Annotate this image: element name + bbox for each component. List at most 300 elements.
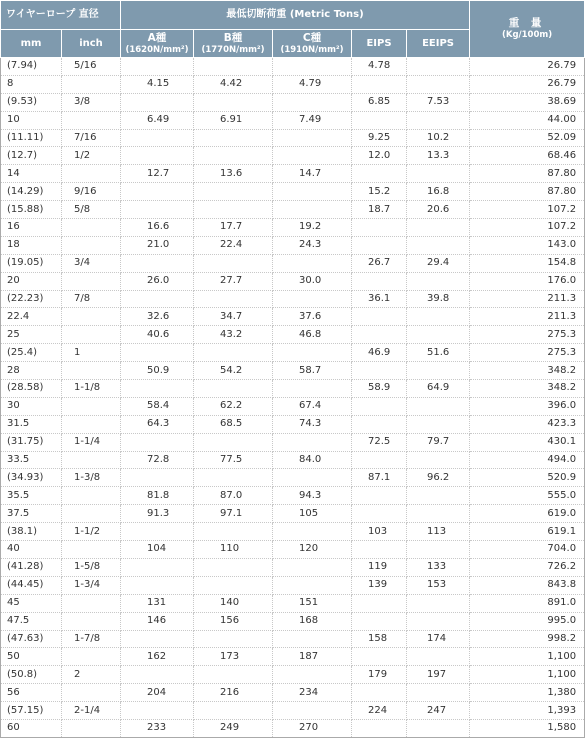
cell-a bbox=[121, 183, 194, 201]
cell-eips bbox=[352, 326, 407, 344]
cell-weight: 211.3 bbox=[470, 308, 585, 326]
cell-mm: (31.75) bbox=[1, 433, 62, 451]
cell-b bbox=[194, 290, 273, 308]
cell-a: 162 bbox=[121, 648, 194, 666]
table-row bbox=[1, 433, 585, 451]
cell-c: 58.7 bbox=[273, 362, 352, 380]
cell-eips: 46.9 bbox=[352, 344, 407, 362]
table-row bbox=[1, 630, 585, 648]
cell-eeips bbox=[407, 362, 470, 380]
cell-mm: (22.23) bbox=[1, 290, 62, 308]
cell-c bbox=[273, 254, 352, 272]
cell-a: 21.0 bbox=[121, 236, 194, 254]
cell-inch bbox=[62, 397, 121, 415]
cell-a: 16.6 bbox=[121, 219, 194, 237]
cell-eips: 6.85 bbox=[352, 93, 407, 111]
cell-b bbox=[194, 93, 273, 111]
cell-a bbox=[121, 523, 194, 541]
cell-b bbox=[194, 129, 273, 147]
cell-a: 32.6 bbox=[121, 308, 194, 326]
cell-c: 84.0 bbox=[273, 451, 352, 469]
cell-inch bbox=[62, 326, 121, 344]
cell-inch bbox=[62, 648, 121, 666]
cell-eips bbox=[352, 165, 407, 183]
cell-mm: 56 bbox=[1, 684, 62, 702]
cell-eeips: 39.8 bbox=[407, 290, 470, 308]
cell-mm: 31.5 bbox=[1, 415, 62, 433]
cell-weight: 1,580 bbox=[470, 719, 585, 737]
cell-c bbox=[273, 290, 352, 308]
cell-inch bbox=[62, 362, 121, 380]
cell-a bbox=[121, 630, 194, 648]
cell-weight: 891.0 bbox=[470, 594, 585, 612]
cell-c: 24.3 bbox=[273, 236, 352, 254]
cell-b bbox=[194, 183, 273, 201]
cell-c: 7.49 bbox=[273, 111, 352, 129]
col-c-strength: (1910N/mm²) bbox=[280, 44, 344, 55]
cell-eeips bbox=[407, 684, 470, 702]
cell-weight: 26.79 bbox=[470, 75, 585, 93]
table-row bbox=[1, 362, 585, 380]
cell-weight: 154.8 bbox=[470, 254, 585, 272]
cell-weight: 726.2 bbox=[470, 558, 585, 576]
cell-eips: 72.5 bbox=[352, 433, 407, 451]
cell-mm: (28.58) bbox=[1, 380, 62, 398]
cell-weight: 423.3 bbox=[470, 415, 585, 433]
col-c-header bbox=[273, 30, 352, 58]
table-row bbox=[1, 612, 585, 630]
cell-eeips bbox=[407, 111, 470, 129]
cell-a: 131 bbox=[121, 594, 194, 612]
cell-a bbox=[121, 344, 194, 362]
table-row bbox=[1, 415, 585, 433]
cell-c bbox=[273, 558, 352, 576]
table-row bbox=[1, 290, 585, 308]
breaking-load-header: 最低切断荷重 (Metric Tons) bbox=[121, 1, 470, 30]
cell-inch bbox=[62, 415, 121, 433]
cell-mm: 50 bbox=[1, 648, 62, 666]
table-row bbox=[1, 397, 585, 415]
cell-eeips bbox=[407, 505, 470, 523]
cell-weight: 619.0 bbox=[470, 505, 585, 523]
cell-b: 13.6 bbox=[194, 165, 273, 183]
cell-c: 234 bbox=[273, 684, 352, 702]
cell-eeips: 20.6 bbox=[407, 201, 470, 219]
col-inch-header: inch bbox=[62, 30, 121, 58]
cell-c: 168 bbox=[273, 612, 352, 630]
cell-eeips: 13.3 bbox=[407, 147, 470, 165]
cell-b: 156 bbox=[194, 612, 273, 630]
cell-mm: (12.7) bbox=[1, 147, 62, 165]
cell-mm: 35.5 bbox=[1, 487, 62, 505]
cell-eeips bbox=[407, 487, 470, 505]
cell-eeips bbox=[407, 594, 470, 612]
cell-mm: (25.4) bbox=[1, 344, 62, 362]
cell-inch: 1-3/4 bbox=[62, 576, 121, 594]
cell-b: 216 bbox=[194, 684, 273, 702]
cell-mm: 14 bbox=[1, 165, 62, 183]
cell-a: 81.8 bbox=[121, 487, 194, 505]
cell-c bbox=[273, 380, 352, 398]
cell-a bbox=[121, 576, 194, 594]
cell-a: 204 bbox=[121, 684, 194, 702]
col-a-header bbox=[121, 30, 194, 58]
cell-b: 4.42 bbox=[194, 75, 273, 93]
cell-inch: 1-1/8 bbox=[62, 380, 121, 398]
cell-b bbox=[194, 702, 273, 720]
cell-weight: 348.2 bbox=[470, 380, 585, 398]
cell-mm: 18 bbox=[1, 236, 62, 254]
cell-eeips: 64.9 bbox=[407, 380, 470, 398]
cell-mm: (19.05) bbox=[1, 254, 62, 272]
cell-inch bbox=[62, 219, 121, 237]
cell-eeips: 174 bbox=[407, 630, 470, 648]
cell-weight: 176.0 bbox=[470, 272, 585, 290]
cell-c: 14.7 bbox=[273, 165, 352, 183]
cell-eips bbox=[352, 111, 407, 129]
cell-weight: 87.80 bbox=[470, 165, 585, 183]
cell-weight: 107.2 bbox=[470, 201, 585, 219]
weight-header bbox=[470, 1, 585, 58]
table-row bbox=[1, 129, 585, 147]
cell-weight: 430.1 bbox=[470, 433, 585, 451]
table-row bbox=[1, 469, 585, 487]
cell-a bbox=[121, 469, 194, 487]
cell-mm: (57.15) bbox=[1, 702, 62, 720]
col-b-label: B種 bbox=[223, 31, 243, 44]
cell-c: 37.6 bbox=[273, 308, 352, 326]
cell-c bbox=[273, 201, 352, 219]
cell-c: 46.8 bbox=[273, 326, 352, 344]
cell-inch: 3/4 bbox=[62, 254, 121, 272]
cell-c: 151 bbox=[273, 594, 352, 612]
table-row bbox=[1, 111, 585, 129]
cell-weight: 87.80 bbox=[470, 183, 585, 201]
cell-b bbox=[194, 630, 273, 648]
cell-eips bbox=[352, 505, 407, 523]
cell-weight: 998.2 bbox=[470, 630, 585, 648]
cell-mm: 33.5 bbox=[1, 451, 62, 469]
cell-a: 58.4 bbox=[121, 397, 194, 415]
cell-a: 146 bbox=[121, 612, 194, 630]
cell-mm: 40 bbox=[1, 541, 62, 559]
cell-inch: 1-1/2 bbox=[62, 523, 121, 541]
table-row bbox=[1, 308, 585, 326]
cell-weight: 1,393 bbox=[470, 702, 585, 720]
cell-inch: 3/8 bbox=[62, 93, 121, 111]
cell-weight: 619.1 bbox=[470, 523, 585, 541]
cell-weight: 843.8 bbox=[470, 576, 585, 594]
cell-c bbox=[273, 433, 352, 451]
cell-eips: 9.25 bbox=[352, 129, 407, 147]
col-eips-header: EIPS bbox=[352, 30, 407, 58]
cell-weight: 1,380 bbox=[470, 684, 585, 702]
cell-eeips: 51.6 bbox=[407, 344, 470, 362]
cell-mm: 8 bbox=[1, 75, 62, 93]
table-row bbox=[1, 236, 585, 254]
cell-eeips bbox=[407, 326, 470, 344]
cell-inch bbox=[62, 308, 121, 326]
cell-eeips: 197 bbox=[407, 666, 470, 684]
cell-c: 30.0 bbox=[273, 272, 352, 290]
cell-b bbox=[194, 201, 273, 219]
cell-c bbox=[273, 666, 352, 684]
cell-b: 68.5 bbox=[194, 415, 273, 433]
cell-eips bbox=[352, 362, 407, 380]
cell-mm: 22.4 bbox=[1, 308, 62, 326]
cell-inch: 5/16 bbox=[62, 58, 121, 76]
cell-weight: 555.0 bbox=[470, 487, 585, 505]
cell-c bbox=[273, 702, 352, 720]
cell-b: 17.7 bbox=[194, 219, 273, 237]
rope-diameter-header: ワイヤーロープ 直径 bbox=[1, 1, 121, 30]
cell-eips bbox=[352, 648, 407, 666]
cell-inch: 1 bbox=[62, 344, 121, 362]
cell-a: 40.6 bbox=[121, 326, 194, 344]
cell-eips bbox=[352, 308, 407, 326]
table-row bbox=[1, 648, 585, 666]
cell-eeips bbox=[407, 75, 470, 93]
cell-eeips: 113 bbox=[407, 523, 470, 541]
cell-b bbox=[194, 147, 273, 165]
cell-eeips: 29.4 bbox=[407, 254, 470, 272]
cell-inch: 1-3/8 bbox=[62, 469, 121, 487]
cell-inch: 2 bbox=[62, 666, 121, 684]
cell-a bbox=[121, 702, 194, 720]
cell-weight: 68.46 bbox=[470, 147, 585, 165]
cell-eeips: 133 bbox=[407, 558, 470, 576]
cell-eeips: 153 bbox=[407, 576, 470, 594]
cell-b bbox=[194, 344, 273, 362]
cell-inch: 1-1/4 bbox=[62, 433, 121, 451]
table-row bbox=[1, 75, 585, 93]
table-row bbox=[1, 219, 585, 237]
table-row bbox=[1, 558, 585, 576]
col-b-header bbox=[194, 30, 273, 58]
cell-eeips: 7.53 bbox=[407, 93, 470, 111]
cell-eeips: 79.7 bbox=[407, 433, 470, 451]
cell-weight: 494.0 bbox=[470, 451, 585, 469]
cell-inch bbox=[62, 75, 121, 93]
col-eeips-header: EEIPS bbox=[407, 30, 470, 58]
cell-a: 104 bbox=[121, 541, 194, 559]
cell-mm: 16 bbox=[1, 219, 62, 237]
cell-b: 54.2 bbox=[194, 362, 273, 380]
col-mm-header: mm bbox=[1, 30, 62, 58]
cell-weight: 995.0 bbox=[470, 612, 585, 630]
cell-eeips bbox=[407, 397, 470, 415]
cell-a: 233 bbox=[121, 719, 194, 737]
cell-c bbox=[273, 147, 352, 165]
cell-inch: 1/2 bbox=[62, 147, 121, 165]
cell-eips: 15.2 bbox=[352, 183, 407, 201]
cell-weight: 52.09 bbox=[470, 129, 585, 147]
table-row bbox=[1, 254, 585, 272]
cell-b bbox=[194, 558, 273, 576]
cell-mm: 25 bbox=[1, 326, 62, 344]
cell-b: 173 bbox=[194, 648, 273, 666]
cell-inch bbox=[62, 111, 121, 129]
col-a-label: A種 bbox=[147, 31, 167, 44]
cell-eips bbox=[352, 219, 407, 237]
cell-b: 22.4 bbox=[194, 236, 273, 254]
cell-mm: (41.28) bbox=[1, 558, 62, 576]
cell-a: 64.3 bbox=[121, 415, 194, 433]
cell-c: 120 bbox=[273, 541, 352, 559]
col-c-label: C種 bbox=[302, 31, 322, 44]
cell-c: 74.3 bbox=[273, 415, 352, 433]
cell-b bbox=[194, 254, 273, 272]
cell-a bbox=[121, 666, 194, 684]
cell-weight: 107.2 bbox=[470, 219, 585, 237]
cell-b: 62.2 bbox=[194, 397, 273, 415]
cell-eeips bbox=[407, 612, 470, 630]
cell-eeips bbox=[407, 165, 470, 183]
cell-mm: 28 bbox=[1, 362, 62, 380]
cell-eips: 58.9 bbox=[352, 380, 407, 398]
cell-weight: 38.69 bbox=[470, 93, 585, 111]
table-row bbox=[1, 451, 585, 469]
table-row bbox=[1, 666, 585, 684]
cell-eeips bbox=[407, 648, 470, 666]
cell-mm: (47.63) bbox=[1, 630, 62, 648]
cell-eips: 36.1 bbox=[352, 290, 407, 308]
cell-mm: (44.45) bbox=[1, 576, 62, 594]
cell-eips bbox=[352, 451, 407, 469]
cell-c: 105 bbox=[273, 505, 352, 523]
cell-mm: 20 bbox=[1, 272, 62, 290]
cell-inch bbox=[62, 505, 121, 523]
cell-eips bbox=[352, 415, 407, 433]
table-row bbox=[1, 380, 585, 398]
table-row bbox=[1, 147, 585, 165]
cell-inch bbox=[62, 541, 121, 559]
cell-b: 110 bbox=[194, 541, 273, 559]
cell-b bbox=[194, 380, 273, 398]
cell-weight: 44.00 bbox=[470, 111, 585, 129]
cell-weight: 275.3 bbox=[470, 344, 585, 362]
cell-weight: 520.9 bbox=[470, 469, 585, 487]
cell-eeips bbox=[407, 415, 470, 433]
cell-weight: 1,100 bbox=[470, 648, 585, 666]
cell-c bbox=[273, 630, 352, 648]
cell-eeips bbox=[407, 451, 470, 469]
cell-b: 140 bbox=[194, 594, 273, 612]
cell-a: 50.9 bbox=[121, 362, 194, 380]
cell-eips bbox=[352, 75, 407, 93]
cell-inch: 1-5/8 bbox=[62, 558, 121, 576]
cell-mm: (14.29) bbox=[1, 183, 62, 201]
cell-eips: 4.78 bbox=[352, 58, 407, 76]
cell-a: 4.15 bbox=[121, 75, 194, 93]
cell-eips bbox=[352, 236, 407, 254]
table-row bbox=[1, 58, 585, 76]
cell-a bbox=[121, 433, 194, 451]
cell-c bbox=[273, 129, 352, 147]
cell-c bbox=[273, 469, 352, 487]
cell-mm: (34.93) bbox=[1, 469, 62, 487]
weight-title: 重 量 bbox=[508, 17, 546, 29]
cell-b: 87.0 bbox=[194, 487, 273, 505]
cell-inch: 9/16 bbox=[62, 183, 121, 201]
table-row bbox=[1, 201, 585, 219]
cell-mm: 37.5 bbox=[1, 505, 62, 523]
cell-a: 72.8 bbox=[121, 451, 194, 469]
cell-eeips bbox=[407, 541, 470, 559]
cell-c bbox=[273, 58, 352, 76]
weight-unit: (Kg/100m) bbox=[501, 30, 553, 40]
cell-c bbox=[273, 93, 352, 111]
cell-c: 4.79 bbox=[273, 75, 352, 93]
cell-b bbox=[194, 58, 273, 76]
cell-mm: (50.8) bbox=[1, 666, 62, 684]
cell-eeips bbox=[407, 58, 470, 76]
cell-eips: 158 bbox=[352, 630, 407, 648]
cell-eips: 179 bbox=[352, 666, 407, 684]
cell-inch bbox=[62, 165, 121, 183]
cell-b: 6.91 bbox=[194, 111, 273, 129]
cell-a: 26.0 bbox=[121, 272, 194, 290]
table-row bbox=[1, 93, 585, 111]
table-row bbox=[1, 719, 585, 737]
cell-weight: 396.0 bbox=[470, 397, 585, 415]
cell-eips: 87.1 bbox=[352, 469, 407, 487]
cell-c bbox=[273, 576, 352, 594]
cell-inch: 5/8 bbox=[62, 201, 121, 219]
table-row bbox=[1, 541, 585, 559]
cell-eips bbox=[352, 487, 407, 505]
cell-inch bbox=[62, 487, 121, 505]
cell-mm: 30 bbox=[1, 397, 62, 415]
cell-eeips: 247 bbox=[407, 702, 470, 720]
cell-eips bbox=[352, 541, 407, 559]
cell-inch bbox=[62, 684, 121, 702]
cell-weight: 704.0 bbox=[470, 541, 585, 559]
cell-weight: 275.3 bbox=[470, 326, 585, 344]
cell-eips bbox=[352, 719, 407, 737]
cell-a bbox=[121, 558, 194, 576]
cell-mm: 45 bbox=[1, 594, 62, 612]
cell-a bbox=[121, 147, 194, 165]
cell-b: 249 bbox=[194, 719, 273, 737]
cell-mm: (38.1) bbox=[1, 523, 62, 541]
cell-c: 187 bbox=[273, 648, 352, 666]
cell-b: 77.5 bbox=[194, 451, 273, 469]
table-row bbox=[1, 487, 585, 505]
table-row bbox=[1, 594, 585, 612]
cell-c: 94.3 bbox=[273, 487, 352, 505]
cell-inch bbox=[62, 236, 121, 254]
cell-mm: 10 bbox=[1, 111, 62, 129]
table-row bbox=[1, 344, 585, 362]
cell-mm: 47.5 bbox=[1, 612, 62, 630]
cell-a: 91.3 bbox=[121, 505, 194, 523]
cell-c: 19.2 bbox=[273, 219, 352, 237]
cell-b bbox=[194, 576, 273, 594]
cell-inch: 2-1/4 bbox=[62, 702, 121, 720]
cell-eips: 139 bbox=[352, 576, 407, 594]
cell-a bbox=[121, 58, 194, 76]
cell-weight: 211.3 bbox=[470, 290, 585, 308]
table-row bbox=[1, 523, 585, 541]
table-row bbox=[1, 183, 585, 201]
cell-weight: 143.0 bbox=[470, 236, 585, 254]
cell-a bbox=[121, 380, 194, 398]
cell-inch bbox=[62, 451, 121, 469]
cell-b bbox=[194, 523, 273, 541]
col-b-strength: (1770N/mm²) bbox=[201, 44, 265, 55]
table-row bbox=[1, 505, 585, 523]
